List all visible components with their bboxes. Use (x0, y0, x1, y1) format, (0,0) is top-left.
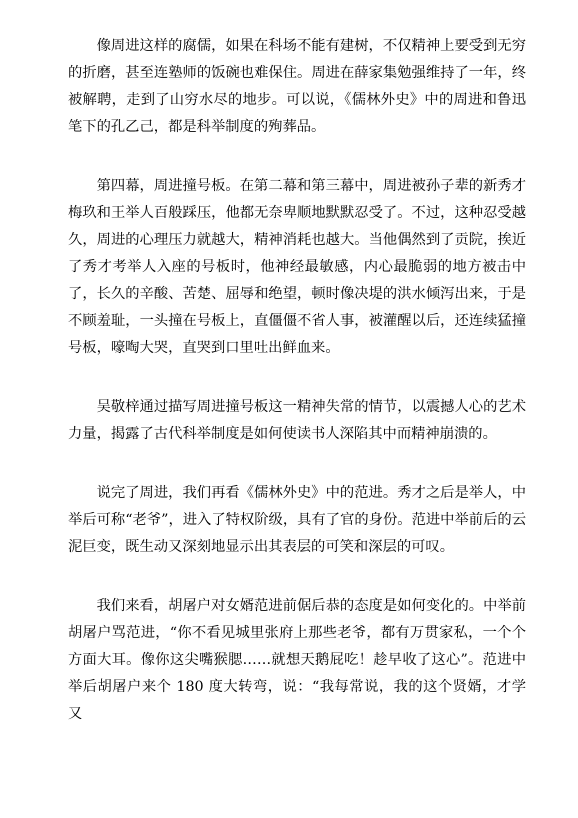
paragraph-5: 我们来看，胡屠户对女婿范进前倨后恭的态度是如何变化的。中举前胡屠户骂范进，“你不看见城里张府上那些老爷，都有万贯家私，一个个方面大耳。像你这尖嘴猴腮……就想天鹅屁吃！趁早收了这心”。范进中举后胡屠户来个 180 度大转弯，说：“我每常说，我的这个贤婿，才学又 (68, 598, 526, 722)
paragraph-4: 说完了周进，我们再看《儒林外史》中的范进。秀才之后是举人，中举后可称“老爷”，进入了特权阶级，具有了官的身份。范进中举前后的云泥巨变，既生动又深刻地显示出其表层的可笑和深层的可叹。 (68, 485, 526, 555)
paragraph-3: 吴敬梓通过描写周进撞号板这一精神失常的情节，以震撼人心的艺术力量，揭露了古代科举制度是如何使读书人深陷其中而精神崩溃的。 (68, 399, 526, 442)
paragraph-2: 第四幕，周进撞号板。在第二幕和第三幕中，周进被孙子辈的新秀才梅玖和王举人百般踩压，他都无奈卑顺地默默忍受了。不过，这种忍受越久，周进的心理压力就越大，精神消耗也越大。当他偶然到了贡院，挨近了秀才考举人入座的号板时，他神经最敏感，内心最脆弱的地方被击中了，长久的辛酸、苦楚、屈辱和绝望，顿时像决堤的洪水倾泻出来，于是不顾羞耻，一头撞在号板上，直僵僵不省人事，被灌醒以后，还连续猛撞号板，嚎啕大哭，直哭到口里吐出鲜血来。 (68, 178, 526, 356)
paragraph-1: 像周进这样的腐儒，如果在科场不能有建树，不仅精神上要受到无穷的折磨，甚至连塾师的饭碗也难保住。周进在薛家集勉强维持了一年，终被解聘，走到了山穷水尽的地步。可以说，《儒林外史》中的周进和鲁迅笔下的孔乙己，都是科举制度的殉葬品。 (68, 38, 526, 135)
